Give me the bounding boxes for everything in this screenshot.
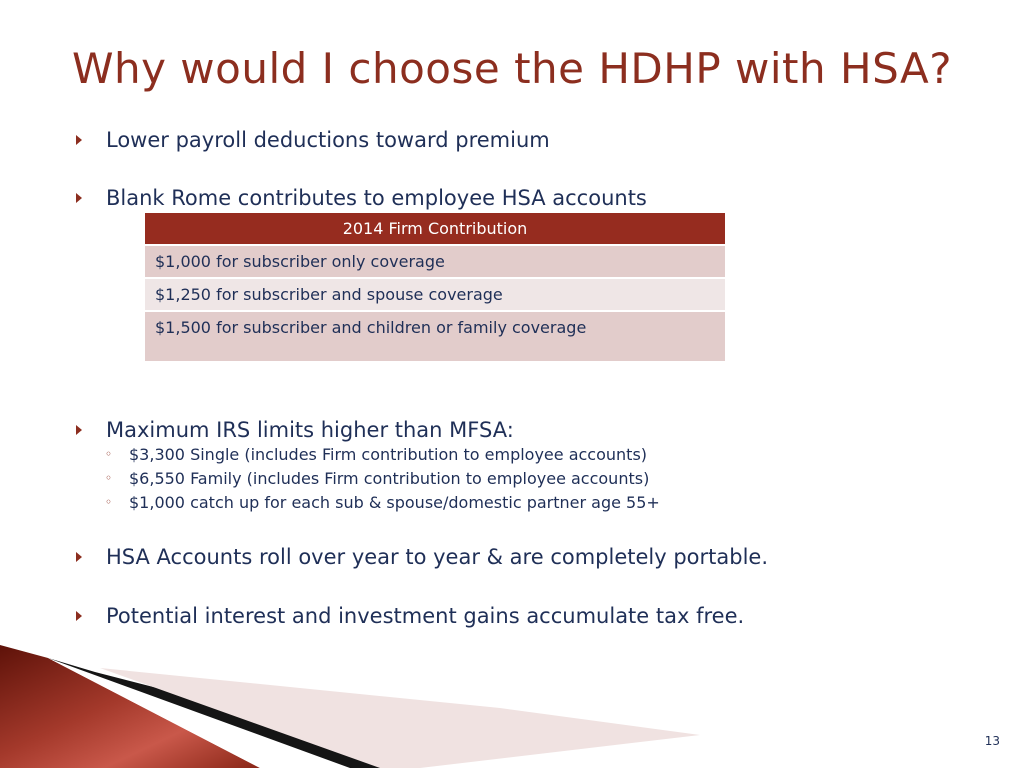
table-header: 2014 Firm Contribution: [145, 213, 725, 245]
circle-outline-icon: ◦: [104, 495, 113, 509]
bullet-text: Lower payroll deductions toward premium: [106, 128, 550, 152]
bullet-text: Maximum IRS limits higher than MFSA:: [106, 418, 514, 442]
sub-bullet-text: $3,300 Single (includes Firm contribution to employee accounts): [129, 445, 648, 464]
slide-title: Why would I choose the HDHP with HSA?: [71, 44, 953, 93]
table-cell: $1,500 for subscriber and children or family coverage: [145, 311, 725, 361]
table-cell: $1,250 for subscriber and spouse coverage: [145, 278, 725, 311]
sub-bullet-text: $1,000 catch up for each sub & spouse/domestic partner age 55+: [129, 493, 660, 512]
circle-outline-icon: ◦: [104, 471, 113, 485]
sub-bullet-text: $6,550 Family (includes Firm contribution to employee accounts): [129, 469, 650, 488]
table-cell: $1,000 for subscriber only coverage: [145, 245, 725, 278]
page-number: 13: [984, 734, 1000, 748]
bullet-text: Blank Rome contributes to employee HSA accounts: [106, 186, 647, 210]
bullet-text: HSA Accounts roll over year to year & are completely portable.: [106, 545, 769, 569]
bullet-text: Potential interest and investment gains accumulate tax free.: [106, 604, 745, 628]
circle-outline-icon: ◦: [104, 447, 113, 461]
